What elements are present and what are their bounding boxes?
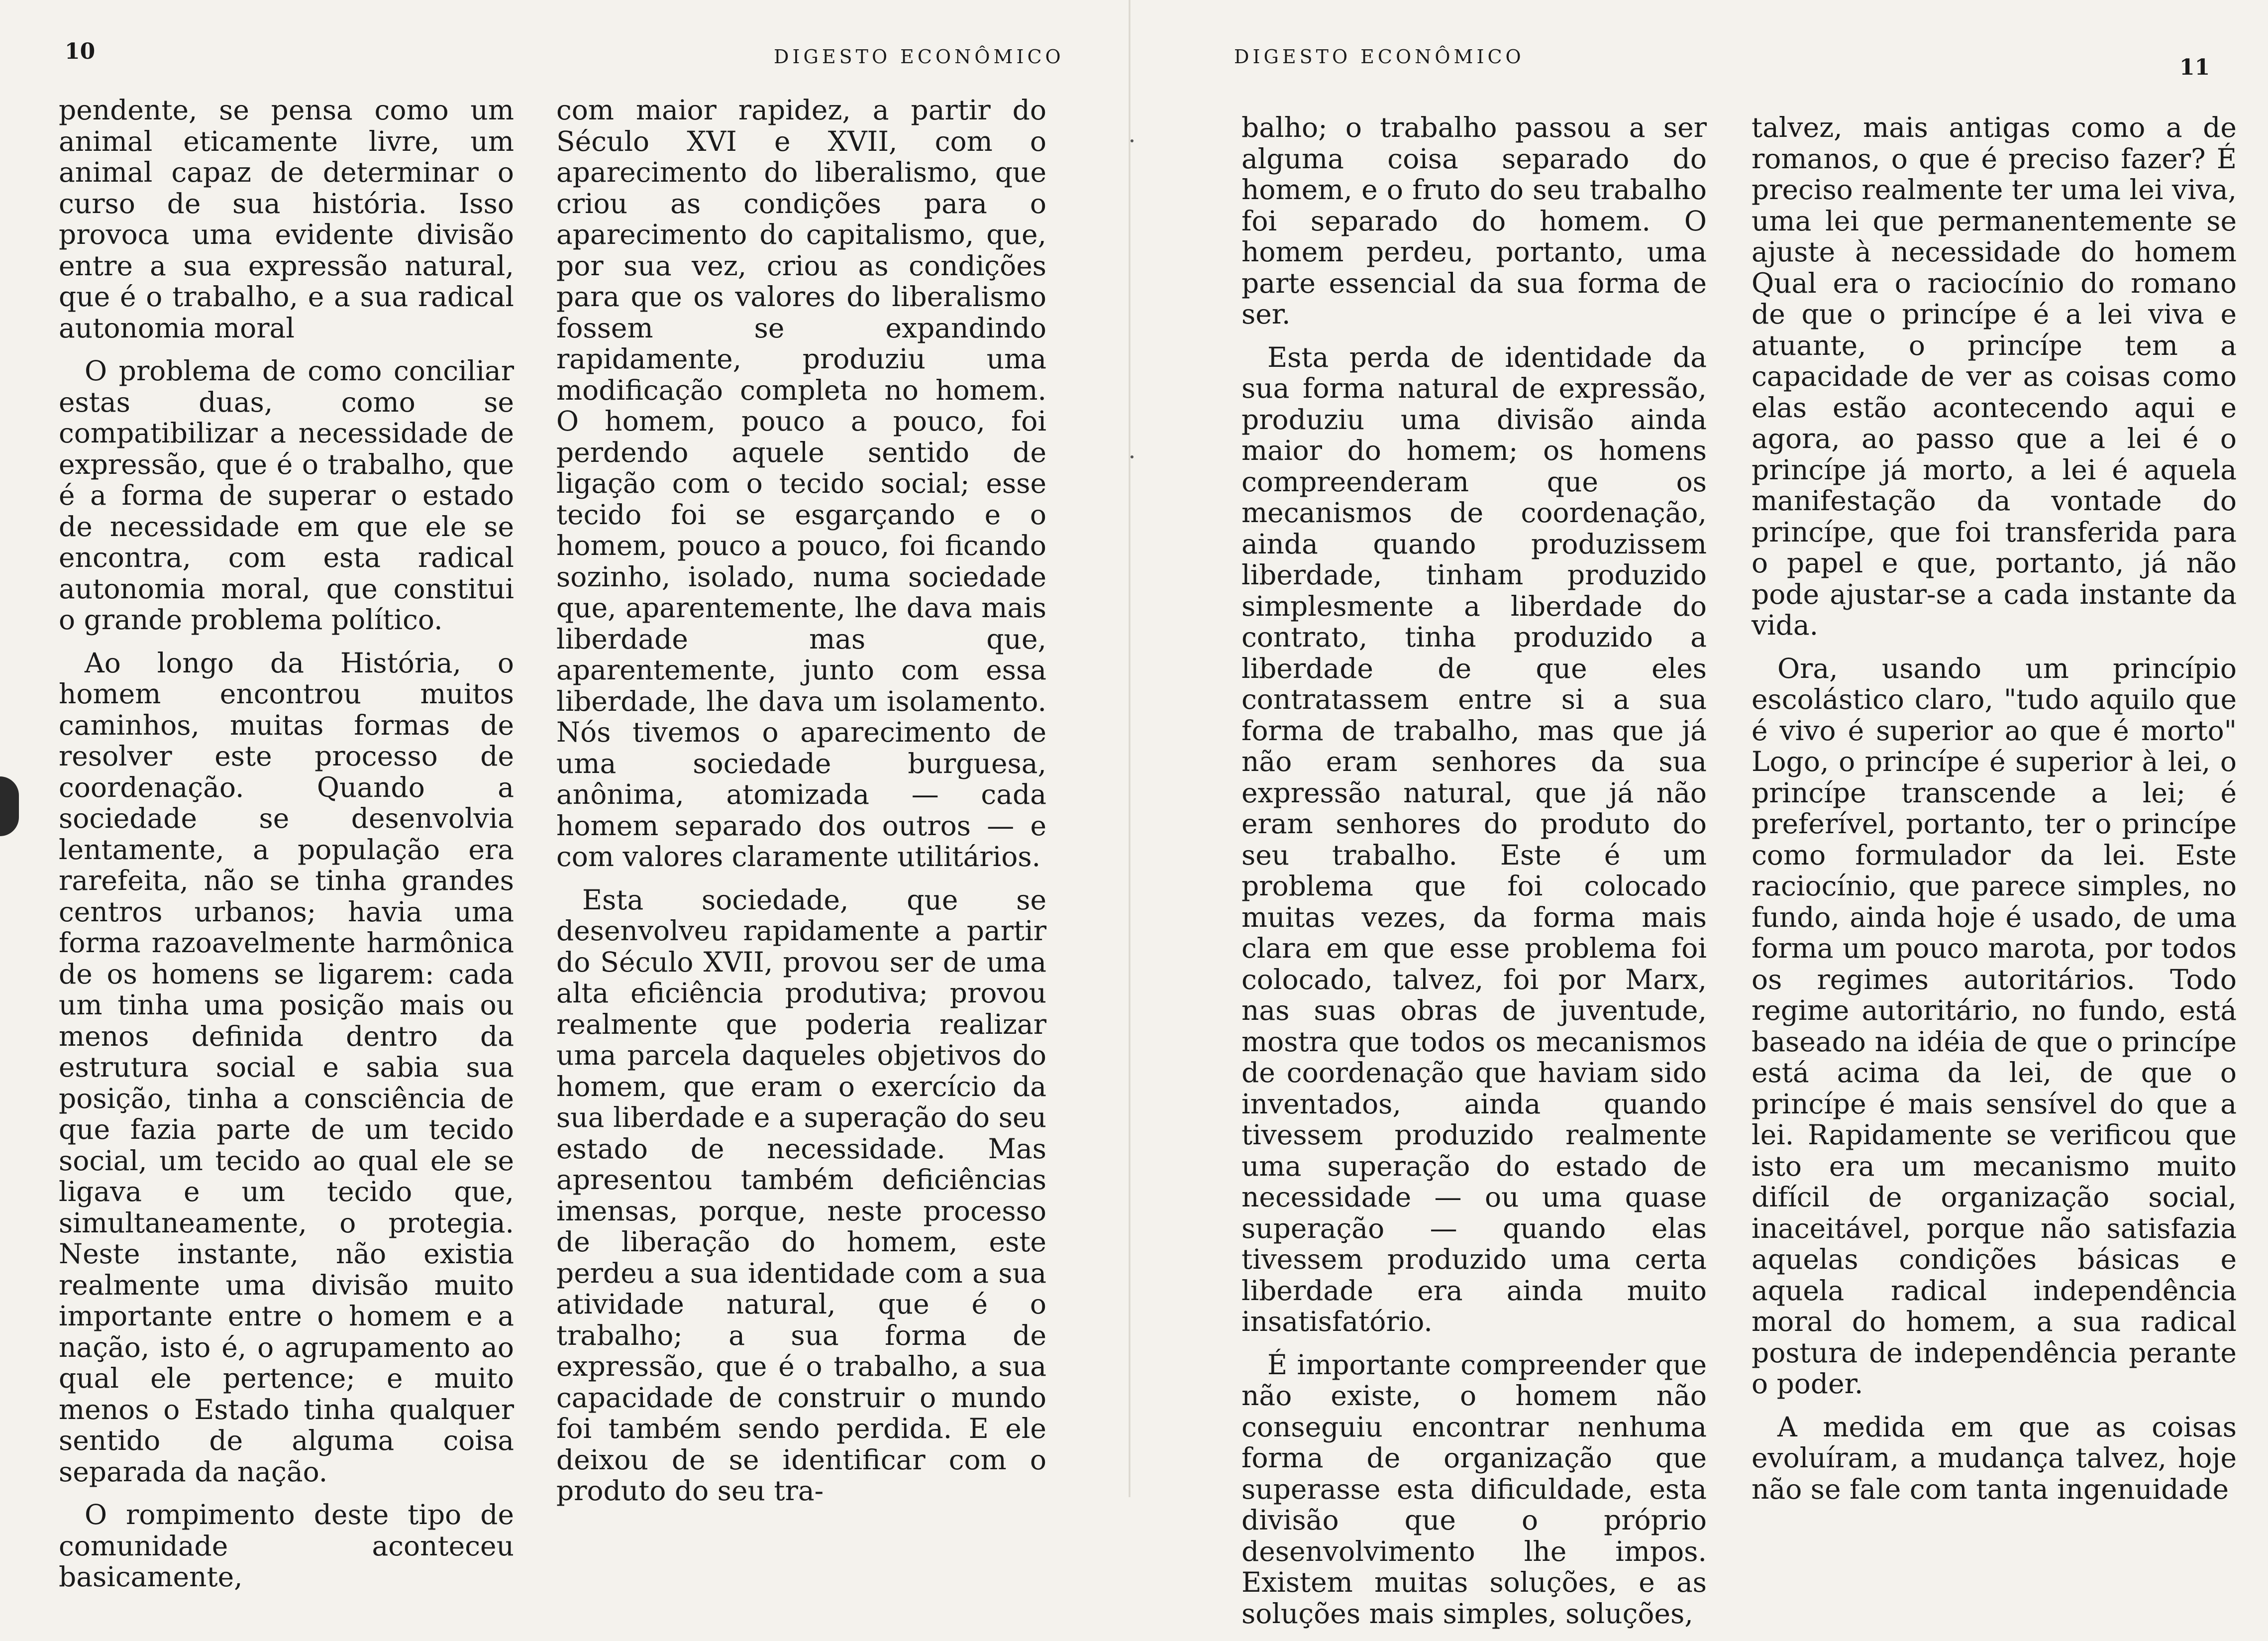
right-page — [1130, 0, 2268, 1630]
page-number: 11 — [2179, 55, 2210, 80]
paragraph: O problema de como conciliar estas duas, como se compatibilizar a necessidade de expressão, que é o trabalho, que é a forma de superar o estado de necessidade em que ele se encontra, com esta radical autonomia moral, que constitui o grande problema político. — [59, 355, 514, 636]
paragraph: Esta sociedade, que se desenvolveu rapidamente a partir do Século XVII, provou ser de uma alta eficiência produtiva; provou realmente que poderia realizar uma parcela daqueles objetivos do homem, que eram o exercício da sua liberdade e a superação do seu estado de necessidade. Mas apresentou também deficiências imensas, porque, neste processo de liberação do homem, este perdeu a sua identidade com a sua atividade natural, que é o trabalho; a sua forma de expressão, que é o trabalho, a sua capacidade de construir o mundo foi também sendo perdida. E ele deixou de se identificar com o produto do seu tra- — [556, 883, 1046, 1507]
running-head: DIGESTO ECONÔMICO — [1234, 46, 1525, 68]
paragraph: O rompimento deste tipo de comunidade aconteceu basicamente, — [59, 1499, 514, 1593]
paragraph: pendente, se pensa como um animal eticamente livre, um animal capaz de determinar o curso de sua história. Isso provoca uma evidente divisão entre a sua expressão natural, que é o trabalho, e a sua radical autonomia moral — [59, 94, 514, 344]
paragraph: talvez, mais antigas como a de romanos, o que é preciso fazer? É preciso realmente ter uma lei viva, uma lei que permanentemente se ajuste à necessidade do homem Qual era o raciocínio do romano de que o princípe é a lei viva e atuante, o princípe tem a capacidade de ver as coisas como elas estão acontecendo aqui e agora, ao passo que a lei é o princípe já morto, a lei é aquela manifestação da vontade do princípe, que foi transferida para o papel e que, portanto, já não pode ajustar-se a cada instante da vida. — [1752, 111, 2237, 641]
paragraph: A medida em que as coisas evoluíram, a mudança talvez, hoje não se fale com tanta ingenuidade — [1752, 1411, 2237, 1505]
text-column — [1752, 112, 2237, 1517]
paragraph: Ao longo da História, o homem encontrou muitos caminhos, muitas formas de resolver este processo de coordenação. Quando a sociedade se desenvolvia lentamente, a população era rarefeita, não se tinha grandes centros urbanos; havia uma forma razoavelmente harmônica de os homens se ligarem: cada um tinha uma posição mais ou menos definida dentro da estrutura social e sabia sua posição, tinha a consciência de que fazia parte de um tecido social, um tecido ao qual ele se ligava e um tecido que, simultaneamente, o protegia. Neste instante, não existia realmente uma divisão muito importante entre o homem e a nação, isto é, o agrupamento ao qual ele pertence; e muito menos o Estado tinha qualquer sentido de alguma coisa separada da nação. — [59, 647, 514, 1488]
binding-hole — [0, 776, 19, 836]
text-column — [1241, 112, 1707, 1641]
text-column — [556, 95, 1046, 1519]
paragraph: com maior rapidez, a partir do Século XVI e XVII, com o aparecimento do liberalismo, que criou as condições para o aparecimento do capitalismo, que, por sua vez, criou as condições para que os valores do liberalismo fossem se expandindo rapidamente, produziu uma modificação completa no homem. O homem, pouco a pouco, foi perdendo aquele sentido de ligação com o tecido social; esse tecido foi se esgarçando e o homem, pouco a pouco, foi ficando sozinho, isolado, numa sociedade que, aparentemente, lhe dava mais liberdade mas que, aparentemente, junto com essa liberdade, lhe dava um isolamento. Nós tivemos o aparecimento de uma sociedade burguesa, anônima, atomizada — cada homem separado dos outros — e com valores claramente utilitários. — [556, 94, 1046, 873]
left-page — [0, 0, 1130, 1593]
paragraph: Esta perda de identidade da sua forma natural de expressão, produziu uma divisão ainda maior do homem; os homens compreenderam que os mecanismos de coordenação, ainda quando produzissem liberdade, tinham produzido simplesmente a liberdade do contrato, tinha produzido a liberdade de que eles contratassem entre si a sua forma de trabalho, mas que já não eram senhores da sua expressão natural, que já não eram senhores do produto do seu trabalho. Este é um problema que foi colocado muitas vezes, da forma mais clara em que esse problema foi colocado, talvez, foi por Marx, nas suas obras de juventude, mostra que todos os mecanismos de coordenação que haviam sido inventados, ainda quando tivessem produzido realmente uma superação do estado de necessidade — ou uma quase superação — quando elas tivessem produzido uma certa liberdade era ainda muito insatisfatório. — [1241, 341, 1707, 1337]
running-head: DIGESTO ECONÔMICO — [774, 46, 1064, 68]
paragraph: É importante compreender que não existe, o homem não conseguiu encontrar nenhuma forma de organização que superasse esta dificuldade, esta divisão que o próprio desenvolvimento lhe impos. Existem muitas soluções, e as soluções mais simples, soluções, — [1241, 1348, 1707, 1630]
page-number: 10 — [65, 39, 96, 64]
text-column — [59, 95, 514, 1605]
paragraph: Ora, usando um princípio escolástico claro, "tudo aquilo que é vivo é superior ao que é morto" Logo, o princípe é superior à lei, o princípe transcende a lei; é preferível, portanto, ter o princípe como formulador da lei. Este raciocínio, que parece simples, no fundo, ainda hoje é usado, de uma forma um pouco marota, por todos os regimes autoritários. Todo regime autoritário, no fundo, está baseado na idéia de que o princípe está acima da lei, de que o princípe é mais sensível do que a lei. Rapidamente se verificou que isto era um mecanismo muito difícil de organização social, inaceitável, porque não satisfazia aquelas condições básicas e aquela radical independência moral do homem, a sua radical postura de independência perante o poder. — [1752, 652, 2237, 1400]
paragraph: balho; o trabalho passou a ser alguma coisa separado do homem, e o fruto do seu trabalho foi separado do homem. O homem perdeu, portanto, uma parte essencial da sua forma de ser. — [1241, 111, 1707, 330]
